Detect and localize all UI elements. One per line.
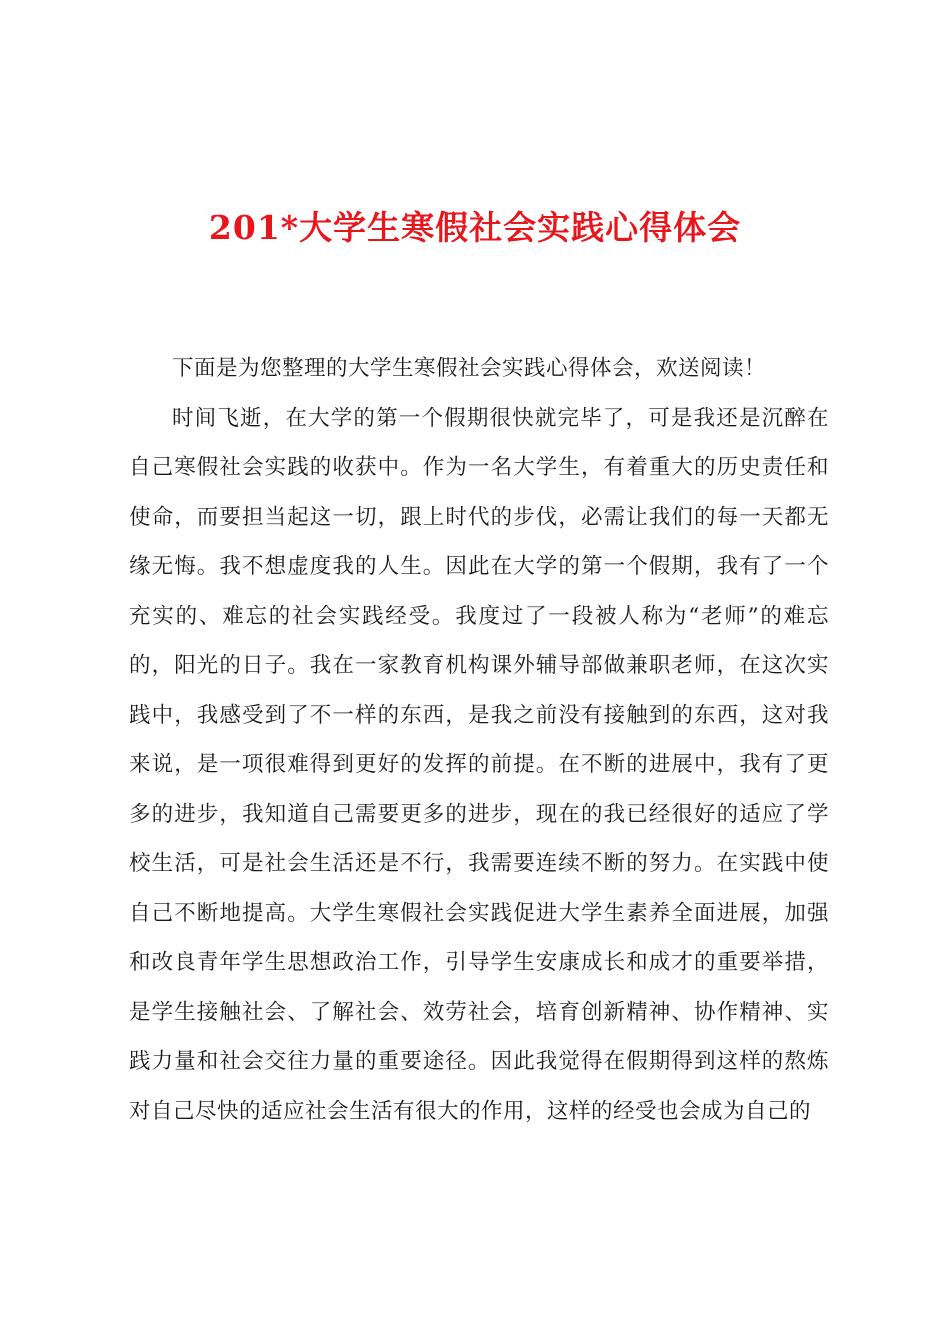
document-body xyxy=(129,344,829,1136)
document-title: 201*大学生寒假社会实践心得体会 xyxy=(208,208,742,247)
body-paragraph: 时间飞逝，在大学的第一个假期很快就完毕了，可是我还是沉醉在自己寒假社会实践的收获中。作为一名大学生，有着重大的历史责任和使命，而要担当起这一切，跟上时代的步伐，必需让我们的每一天都无缘无悔。我不想虚度我的人生。因此在大学的第一个假期，我有了一个充实的、难忘的社会实践经受。我度过了一段被人称为“老师”的难忘的，阳光的日子。我在一家教育机构课外辅导部做兼职老师，在这次实践中，我感受到了不一样的东西，是我之前没有接触到的东西，这对我来说，是一项很难得到更好的发挥的前提。在不断的进展中，我有了更多的进步，我知道自己需要更多的进步，现在的我已经很好的适应了学校生活，可是社会生活还是不行，我需要连续不断的努力。在实践中使自己不断地提高。大学生寒假社会实践促进大学生素养全面进展，加强和改良青年学生思想政治工作，引导学生安康成长和成才的重要举措，是学生接触社会、了解社会、效劳社会，培育创新精神、协作精神、实践力量和社会交往力量的重要途径。因此我觉得在假期得到这样的熬炼对自己尽快的适应社会生活有很大的作用，这样的经受也会成为自己的 xyxy=(129,405,829,1124)
intro-paragraph: 下面是为您整理的大学生寒假社会实践心得体会，欢送阅读！ xyxy=(172,356,767,381)
